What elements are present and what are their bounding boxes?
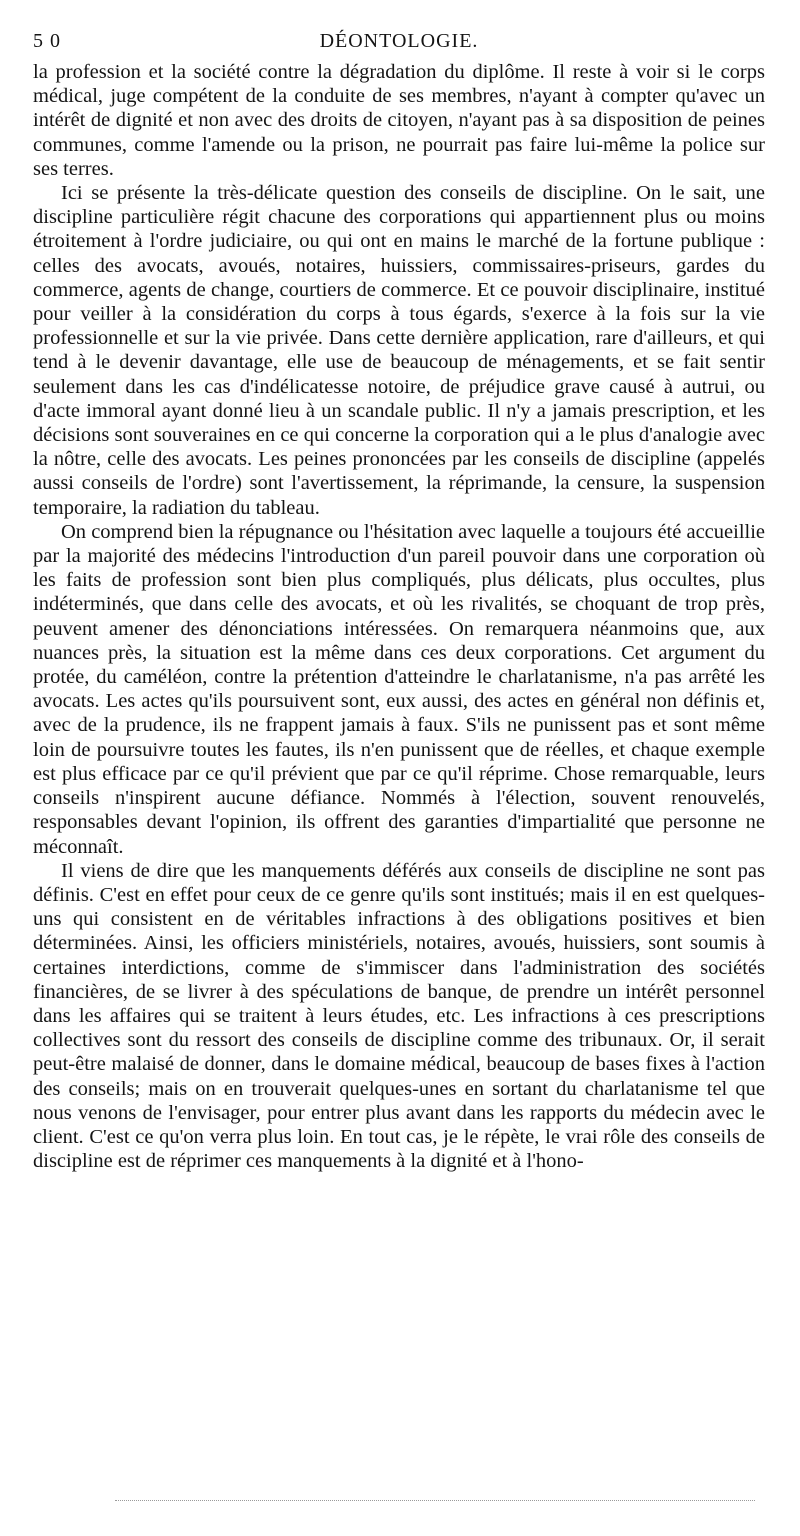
page-number: 5 0	[33, 30, 61, 52]
footer-dotted-rule	[115, 1500, 755, 1501]
paragraph-4: Il viens de dire que les manquements déférés aux conseils de discipline ne sont pas définis. C'est en effet pour ceux de ce genre qu'ils sont institués; mais il en est quelques-uns qui consistent en de véritables infractions à des obligations positives et bien déterminées. Ainsi, les officiers ministériels, notaires, avoués, huissiers, sont soumis à certaines interdictions, comme de s'immiscer dans l'administration des sociétés financières, de se livrer à des spéculations de banque, de prendre un intérêt personnel dans les affaires qui se traitent à leurs études, etc. Les infractions à ces prescriptions collectives sont du ressort des conseils de discipline comme des tribunaux. Or, il serait peut-être malaisé de donner, dans le domaine médical, beaucoup de bases fixes à l'action des conseils; mais on en trouverait quelques-unes en sortant du charlatanisme tel que nous venons de l'envisager, pour entrer plus avant dans les rapports du médecin avec le client. C'est ce qu'on verra plus loin. En tout cas, je le répète, le vrai rôle des conseils de discipline est de réprimer ces manquements à la dignité et à l'hono-	[33, 859, 765, 1173]
paragraph-3: On comprend bien la répugnance ou l'hésitation avec laquelle a toujours été accueillie par la majorité des médecins l'introduction d'un pareil pouvoir dans une corporation où les faits de profession sont bien plus compliqués, plus délicats, plus occultes, plus indéterminés, que dans celle des avocats, et où les rivalités, se choquant de trop près, peuvent amener des dénonciations intéressées. On remarquera néanmoins que, aux nuances près, la situation est la même dans ces deux corporations. Cet argument du protée, du caméléon, contre la prétention d'atteindre le charlatanisme, n'a pas arrêté les avocats. Les actes qu'ils poursuivent sont, eux aussi, des actes en général non définis et, avec de la prudence, ils ne frappent jamais à faux. S'ils ne punissent pas et sont même loin de poursuivre toutes les fautes, ils n'en punissent que de réelles, et chaque exemple est plus efficace par ce qu'il prévient que par ce qu'il réprime. Chose remarquable, leurs conseils n'inspirent aucune défiance. Nommés à l'élection, souvent renouvelés, responsables devant l'opinion, ils offrent des garanties d'impartialité que personne ne méconnaît.	[33, 520, 765, 858]
document-page	[33, 30, 765, 1173]
page-header	[33, 30, 765, 60]
running-title: DÉONTOLOGIE.	[319, 30, 479, 52]
paragraph-2: Ici se présente la très-délicate question des conseils de discipline. On le sait, une discipline particulière régit chacune des corporations qui appartiennent plus ou moins étroitement à l'ordre judiciaire, ou qui ont en mains le marché de la fortune publique : celles des avocats, avoués, notaires, huissiers, commissaires-priseurs, gardes du commerce, agents de change, courtiers de commerce. Et ce pouvoir disciplinaire, institué pour veiller à la considération du corps à tous égards, s'exerce à la fois sur la vie professionnelle et sur la vie privée. Dans cette dernière application, rare d'ailleurs, et qui tend à le devenir davantage, elle use de beaucoup de ménagements, et se fait sentir seulement dans les cas d'indélicatesse notoire, de préjudice grave causé à autrui, ou d'acte immoral ayant donné lieu à un scandale public. Il n'y a jamais prescription, et les décisions sont souveraines en ce qui concerne la corporation qui a le plus d'analogie avec la nôtre, celle des avocats. Les peines prononcées par les conseils de discipline (appelés aussi conseils de l'ordre) sont l'avertissement, la réprimande, la censure, la suspension temporaire, la radiation du tableau.	[33, 182, 765, 519]
paragraph-1: la profession et la société contre la dégradation du diplôme. Il reste à voir si le corps médical, juge compétent de la conduite de ses membres, n'ayant à compter qu'avec un intérêt de dignité et non avec des droits de citoyen, n'ayant pas à sa disposition de peines communes, comme l'amende ou la prison, ne pourrait pas faire lui-même la police sur ses terres.	[33, 61, 765, 180]
body-text	[33, 60, 765, 1173]
